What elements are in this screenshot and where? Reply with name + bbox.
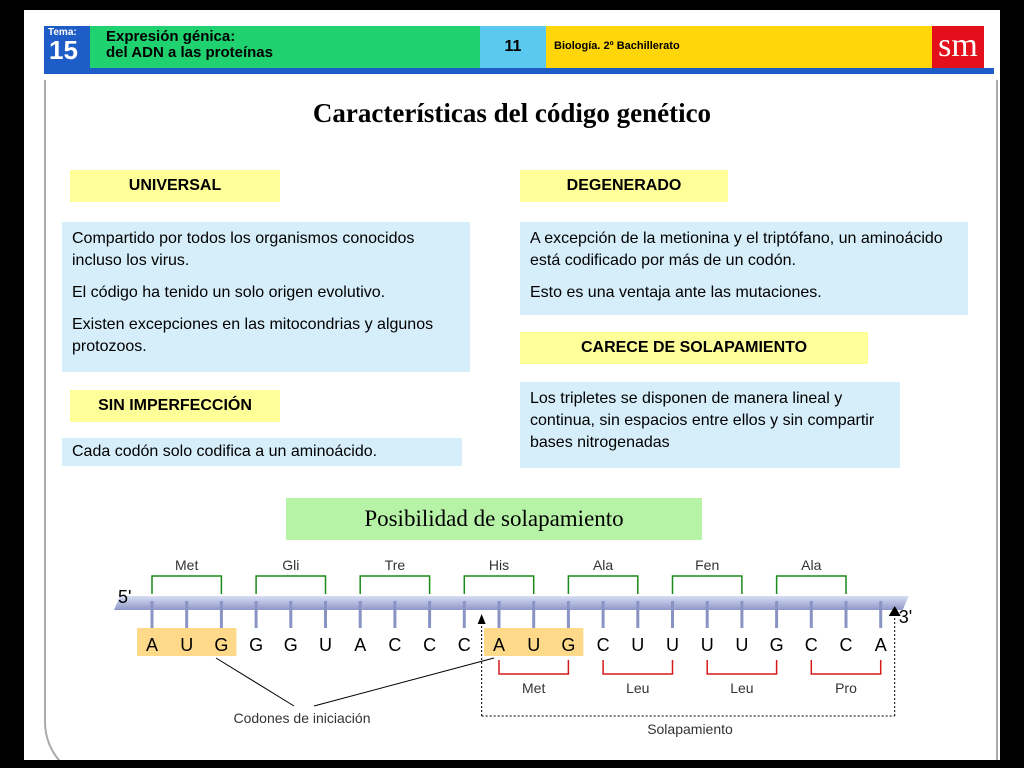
base-letter: U [527, 635, 541, 655]
carece-label: CARECE DE SOLAPAMIENTO [520, 332, 868, 364]
base-letter: C [804, 635, 818, 655]
five-prime-label: 5' [118, 587, 132, 607]
top-codon-label: Ala [592, 557, 614, 573]
initiation-pointer-1 [216, 658, 294, 706]
base-letter: G [214, 635, 229, 655]
base-letter: A [354, 635, 367, 655]
bottom-codon-bracket [499, 660, 568, 674]
universal-label: UNIVERSAL [70, 170, 280, 202]
mrna-strand [114, 596, 909, 610]
diagram-subtitle: Posibilidad de solapamiento [286, 498, 702, 540]
top-codon-bracket [360, 576, 429, 594]
universal-text-2: El código ha tenido un solo origen evolutivo. [72, 284, 386, 301]
top-codon-bracket [152, 576, 221, 594]
bottom-codon-label: Pro [835, 680, 857, 696]
sm-logo: sm [932, 26, 984, 68]
universal-text-3: Existen excepciones en las mitocondrias y algunos protozoos. [72, 316, 434, 355]
base-letter: U [319, 635, 332, 655]
base-letter: U [180, 635, 194, 655]
base-letter: A [492, 635, 506, 655]
top-codon-bracket [568, 576, 637, 594]
top-codon-label: Ala [801, 557, 822, 573]
course-name: Biología. 2º Bachillerato [554, 40, 680, 52]
top-codon-bracket [464, 576, 533, 594]
base-letter: C [423, 635, 437, 655]
three-prime-label: 3' [898, 607, 913, 627]
top-codon-bracket [256, 576, 325, 594]
carece-text: Los tripletes se disponen de manera lineal y continua, sin espacios entre ellos y sin compartir bases nitrogenadas [530, 390, 875, 451]
base-letter: G [283, 635, 298, 655]
base-letter: U [666, 635, 679, 655]
base-letter: C [596, 635, 610, 655]
slide [24, 10, 1000, 760]
base-letter: C [457, 635, 471, 655]
initiation-pointer-2 [314, 658, 494, 706]
base-letter: A [874, 635, 887, 655]
base-letter: C [388, 635, 402, 655]
bottom-codon-label: Leu [730, 680, 754, 696]
base-letter: U [735, 635, 749, 655]
base-letter: G [561, 635, 576, 655]
overlap-start-arrow [478, 614, 486, 624]
overlap-label: Solapamiento [647, 721, 733, 737]
bottom-codon-bracket [811, 660, 880, 674]
base-letter: U [700, 635, 714, 655]
tema-number: 15 [49, 35, 78, 65]
overlap-diagram [24, 10, 1000, 760]
sin-imperfeccion-label: SIN IMPERFECCIÓN [70, 390, 280, 422]
top-codon-label: Tre [384, 557, 406, 573]
base-letter: C [839, 635, 853, 655]
degenerado-text-1: A excepción de la metionina y el triptófano, un aminoácido está codificado por más de un codón. [530, 230, 943, 269]
bottom-codon-label: Leu [626, 680, 650, 696]
page-title: Características del código genético [312, 98, 712, 128]
topic-line-1: Expresión génica: [106, 28, 236, 45]
bottom-codon-bracket [707, 660, 776, 674]
base-letter: G [249, 635, 264, 655]
initiation-label: Codones de iniciación [233, 710, 371, 726]
top-codon-label: Met [175, 557, 199, 573]
degenerado-label: DEGENERADO [520, 170, 728, 202]
bottom-codon-label: Met [522, 680, 546, 696]
base-letter: G [769, 635, 784, 655]
sin-imperfeccion-text: Cada codón solo codifica a un aminoácido. [72, 443, 378, 460]
degenerado-text-2: Esto es una ventaja ante las mutaciones. [530, 284, 822, 301]
top-codon-bracket [673, 576, 742, 594]
top-codon-label: His [488, 557, 510, 573]
tema-label: Tema: [48, 27, 77, 38]
bottom-codon-bracket [603, 660, 672, 674]
topic-line-2: del ADN a las proteínas [106, 44, 273, 61]
slide-number: 11 [480, 26, 546, 68]
top-codon-label: Gli [282, 557, 300, 573]
base-letter: A [145, 635, 159, 655]
universal-text-1: Compartido por todos los organismos conocidos incluso los virus. [72, 230, 415, 269]
base-letter: U [631, 635, 645, 655]
top-codon-bracket [777, 576, 846, 594]
top-codon-label: Fen [695, 557, 720, 573]
